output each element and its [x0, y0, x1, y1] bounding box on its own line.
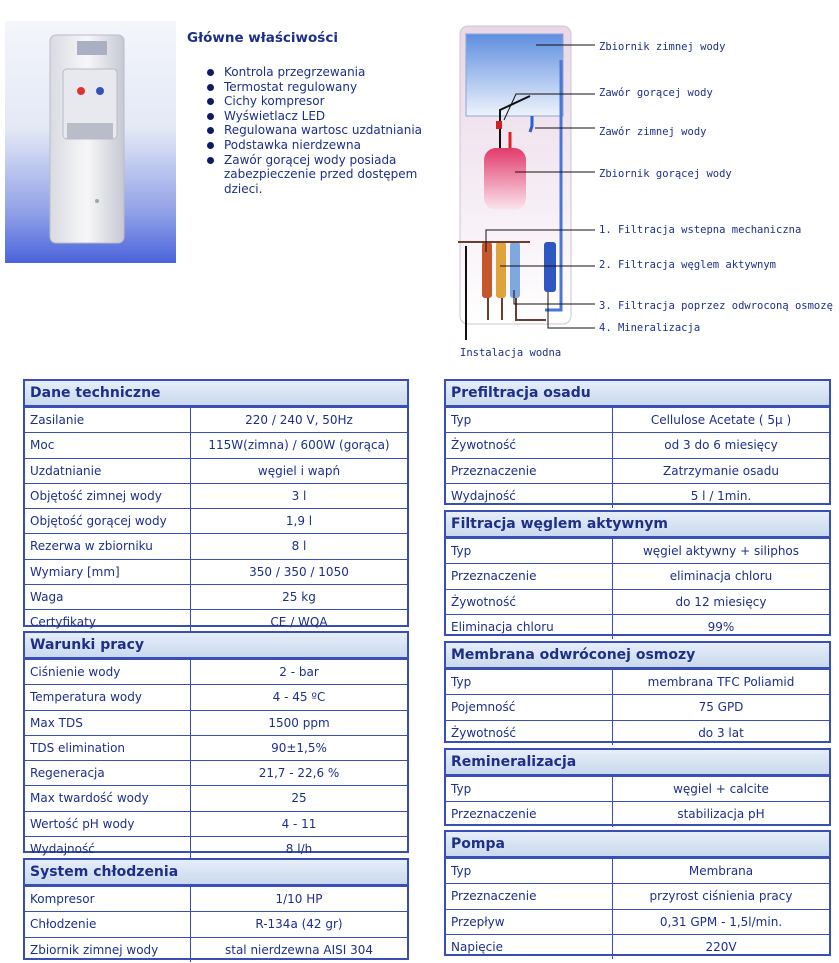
label-filter-3: 3. Filtracja poprzez odwroconą osmozę [599, 300, 833, 312]
row-value: stal nierdzewna AISI 304 [224, 942, 373, 957]
row-value: CE / WQA [270, 615, 328, 630]
row-value: 4 - 11 [281, 816, 317, 831]
row-label: Wymiary [mm] [25, 560, 191, 584]
row-value: węgiel i wapń [257, 463, 341, 478]
row-value: 8 l/h [285, 842, 313, 857]
table-row [446, 694, 829, 719]
table-title: Membrana odwróconej osmozy [446, 643, 829, 669]
row-label: Typ [446, 777, 613, 801]
row-value: do 3 lat [698, 725, 744, 740]
row-value: Cellulose Acetate ( 5µ ) [650, 413, 792, 427]
table-title: Remineralizacja [446, 750, 829, 776]
table-row [25, 559, 407, 584]
row-value: 21,7 - 22,6 % [258, 766, 340, 781]
row-value: R-134a (42 gr) [255, 917, 343, 932]
row-value: 0,31 GPM - 1,5l/min. [659, 914, 783, 929]
row-value: 1,9 l [285, 514, 313, 529]
label-cold-valve: Zawór zimnej wody [599, 126, 707, 138]
label-filter-1: 1. Filtracja wstepna mechaniczna [599, 224, 802, 236]
row-value: Zatrzymanie osadu [663, 463, 779, 478]
feature-item: Regulowana wartosc uzdatniania [206, 123, 436, 138]
row-value: membrana TFC Poliamid [647, 675, 795, 689]
table-row [446, 669, 829, 694]
dispenser-diagram [440, 20, 839, 370]
row-label: Regeneracja [25, 761, 191, 785]
row-label: Waga [25, 585, 191, 609]
row-value: Membrana [688, 864, 754, 878]
label-cold-tank: Zbiornik zimnej wody [599, 41, 726, 53]
row-value: 220V [705, 939, 737, 954]
table-row [25, 659, 407, 684]
table-row [25, 760, 407, 785]
label-filter-4: 4. Mineralizacja [599, 322, 701, 334]
row-value: 75 GPD [698, 700, 744, 715]
table-title: System chłodzenia [25, 860, 407, 886]
table-row [446, 614, 829, 639]
row-label: Pojemność [446, 695, 613, 719]
row-label: Moc [25, 433, 191, 457]
table-title: Filtracja węglem aktywnym [446, 512, 829, 538]
feature-item: Zawór gorącej wody posiada zabezpieczenie przed dostępem dzieci. [206, 153, 436, 197]
table-filtracja-weglem [444, 510, 831, 636]
row-label: Max twardość wody [25, 786, 191, 810]
row-label: Temperatura wody [25, 685, 191, 709]
row-value: węgiel aktywny + siliphos [642, 544, 800, 558]
row-value: 220 / 240 V, 50Hz [245, 413, 353, 427]
row-label: Wydajność [25, 837, 191, 861]
row-label: Wertość pH wody [25, 812, 191, 836]
table-row [25, 584, 407, 609]
table-row [25, 937, 407, 962]
row-value: 2 - bar [279, 665, 319, 679]
row-label: Przepływ [446, 910, 613, 934]
table-row [25, 811, 407, 836]
table-title: Prefiltracja osadu [446, 381, 829, 407]
row-label: Rezerwa w zbiorniku [25, 534, 191, 558]
table-dane-techniczne [23, 379, 409, 630]
row-label: TDS elimination [25, 736, 191, 760]
table-row [446, 909, 829, 934]
row-label: Żywotność [446, 721, 613, 745]
table-title: Pompa [446, 832, 829, 858]
table-row [446, 458, 829, 483]
table-row [25, 432, 407, 457]
row-label: Certyfikaty [25, 610, 191, 634]
row-value: 1/10 HP [275, 892, 323, 906]
row-label: Kompresor [25, 887, 191, 911]
table-prefiltracja-osadu [444, 379, 831, 505]
row-label: Objętość gorącej wody [25, 509, 191, 533]
row-value: 4 - 45 ºC [272, 690, 326, 705]
table-title: Dane techniczne [25, 381, 407, 407]
product-photo [5, 21, 176, 263]
row-label: Przeznaczenie [446, 564, 613, 588]
table-row [446, 538, 829, 563]
table-row [25, 710, 407, 735]
row-label: Zbiornik zimnej wody [25, 938, 191, 962]
row-label: Objętość zimnej wody [25, 484, 191, 508]
label-hot-valve: Zawór gorącej wody [599, 87, 713, 99]
row-label: Typ [446, 670, 613, 694]
row-value: 115W(zimna) / 600W (gorąca) [208, 438, 390, 453]
table-row [446, 776, 829, 801]
row-value: stabilizacja pH [677, 807, 765, 822]
table-row [25, 735, 407, 760]
table-row [446, 563, 829, 588]
table-row [446, 483, 829, 508]
row-label: Zasilanie [25, 408, 191, 432]
table-row [446, 589, 829, 614]
feature-item: Cichy kompresor [206, 94, 436, 109]
row-value: 25 [291, 791, 307, 806]
row-label: Przeznaczenie [446, 459, 613, 483]
table-system-chlodzenia [23, 858, 409, 960]
feature-item: Podstawka nierdzewna [206, 138, 436, 153]
row-value: 90±1,5% [271, 740, 327, 755]
table-row [25, 483, 407, 508]
row-value: 25 kg [282, 590, 316, 605]
table-pompa [444, 830, 831, 956]
row-label: Ciśnienie wody [25, 660, 191, 684]
table-row [25, 684, 407, 709]
row-label: Przeznaczenie [446, 884, 613, 908]
row-value: 99% [707, 619, 735, 634]
feature-item: Wyświetlacz LED [206, 109, 436, 124]
table-row [25, 407, 407, 432]
row-value: 8 l [291, 539, 307, 554]
row-label: Typ [446, 408, 613, 432]
table-row [446, 801, 829, 826]
row-value: 5 l / 1min. [690, 488, 752, 503]
table-row [25, 458, 407, 483]
diagram-drawing [440, 20, 839, 370]
row-value: 3 l [291, 488, 307, 503]
row-value: eliminacja chloru [669, 569, 773, 584]
table-row [446, 720, 829, 745]
feature-item: Kontrola przegrzewania [206, 65, 436, 80]
row-value: 1500 ppm [268, 715, 330, 730]
feature-item: Termostat regulowany [206, 80, 436, 95]
table-row [446, 934, 829, 959]
row-label: Przeznaczenie [446, 802, 613, 826]
label-water-install: Instalacja wodna [460, 347, 562, 359]
features-title: Główne właściwości [187, 30, 338, 46]
features-list [206, 65, 436, 196]
table-warunki-pracy [23, 631, 409, 857]
row-label: Żywotność [446, 433, 613, 457]
row-label: Typ [446, 539, 613, 563]
table-row [25, 508, 407, 533]
row-value: węgiel + calcite [673, 782, 769, 796]
row-label: Typ [446, 859, 613, 883]
row-label: Żywotność [446, 590, 613, 614]
table-row [25, 886, 407, 911]
row-label: Uzdatnianie [25, 459, 191, 483]
table-remineralizacja [444, 748, 831, 826]
row-label: Napięcie [446, 935, 613, 959]
row-label: Max TDS [25, 711, 191, 735]
row-value: do 12 miesięcy [675, 594, 767, 609]
row-value: od 3 do 6 miesięcy [664, 438, 778, 453]
table-row [25, 533, 407, 558]
table-title: Warunki pracy [25, 633, 407, 659]
row-label: Wydajność [446, 484, 613, 508]
water-dispenser-image [5, 21, 176, 263]
row-value: 350 / 350 / 1050 [249, 564, 349, 579]
table-membrana [444, 641, 831, 743]
label-hot-tank: Zbiornik gorącej wody [599, 168, 732, 180]
row-label: Eliminacja chloru [446, 615, 613, 639]
table-row [446, 432, 829, 457]
table-row [446, 883, 829, 908]
label-filter-2: 2. Filtracja węglem aktywnym [599, 259, 777, 271]
table-row [25, 785, 407, 810]
table-row [446, 858, 829, 883]
row-value: przyrost ciśnienia pracy [649, 889, 793, 904]
table-row [25, 911, 407, 936]
row-label: Chłodzenie [25, 912, 191, 936]
table-row [446, 407, 829, 432]
